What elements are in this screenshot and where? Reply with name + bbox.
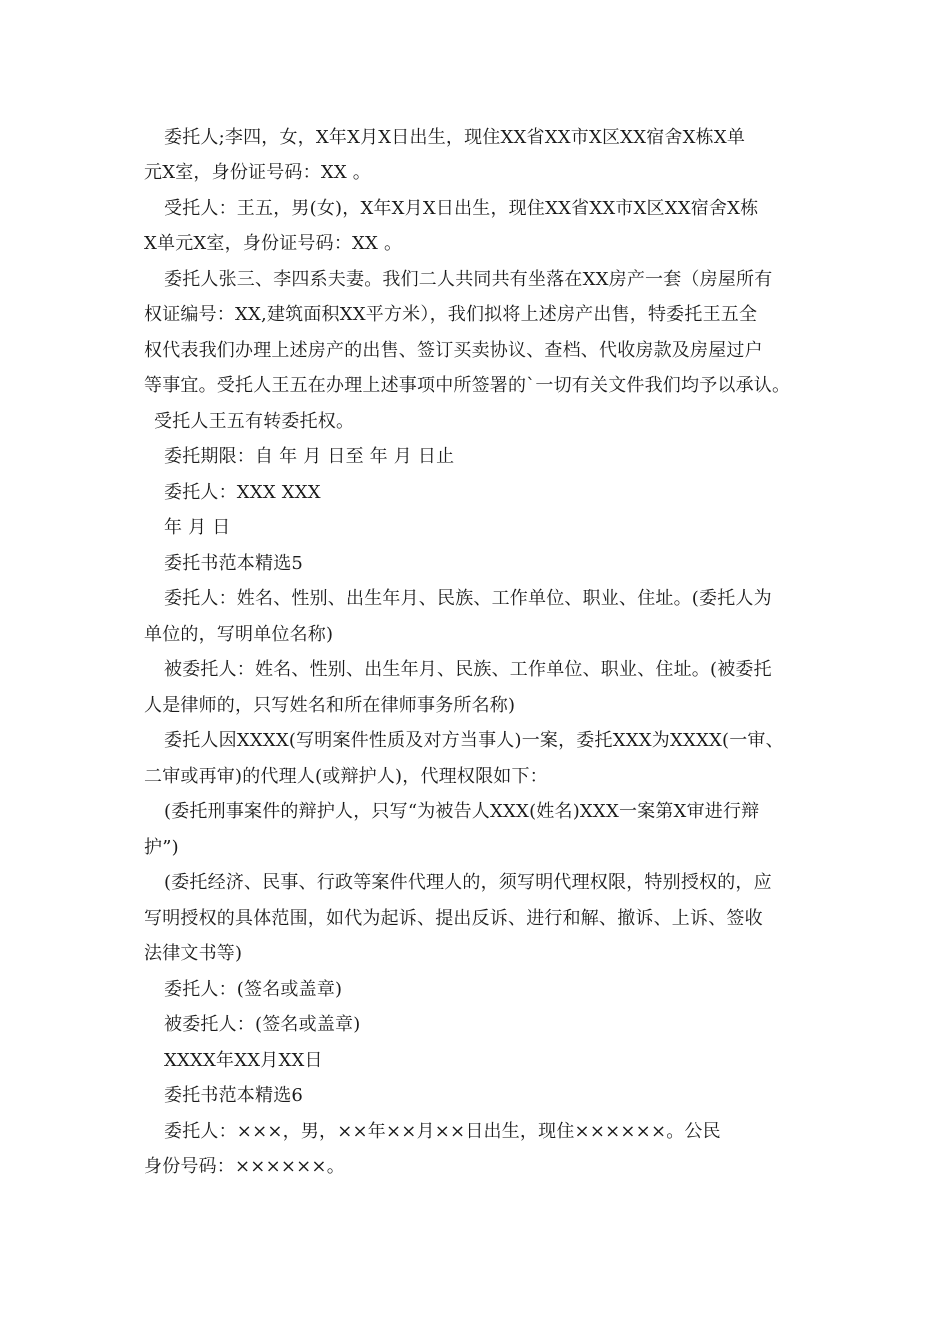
paragraph-line: 委托期限：自 年 月 日至 年 月 日止: [164, 446, 455, 467]
paragraph-line: 权证编号：XX,建筑面积XX平方米），我们拟将上述房产出售，特委托王五全: [144, 304, 758, 325]
paragraph-line: 委托人：姓名、性别、出生年月、民族、工作单位、职业、住址。(委托人为: [164, 588, 772, 609]
paragraph-line: 委托人;李四，女，X年X月X日出生，现住XX省XX市X区XX宿舍X栋X单: [164, 127, 746, 148]
paragraph-line: X单元X室，身份证号码：XX 。: [144, 233, 403, 254]
paragraph-line: 法律文书等): [144, 943, 243, 964]
paragraph-line: 受托人王五有转委托权。: [154, 411, 355, 432]
date-line: XXXX年XX月XX日: [164, 1050, 323, 1071]
signature-line: 被委托人：(签名或盖章): [164, 1014, 361, 1035]
paragraph-line: 委托人：XXX XXX: [164, 482, 321, 503]
signature-line: 委托人：(签名或盖章): [164, 979, 343, 1000]
paragraph-line: 元X室，身份证号码：XX 。: [144, 162, 371, 183]
date-line: 年 月 日: [164, 517, 231, 538]
paragraph-line: 单位的，写明单位名称): [144, 624, 334, 645]
paragraph-line: 等事宜。受托人王五在办理上述事项中所签署的`一切有关文件我们均予以承认。: [144, 375, 791, 396]
paragraph-line: (委托刑事案件的辩护人，只写“为被告人XXX(姓名)XXX一案第X审进行辩: [164, 801, 760, 822]
paragraph-line: 二审或再审)的代理人(或辩护人)，代理权限如下：: [144, 766, 548, 787]
paragraph-line: 人是律师的，只写姓名和所在律师事务所名称): [144, 695, 516, 716]
paragraph-line: 委托人因XXXX(写明案件性质及对方当事人)一案，委托XXX为XXXX(一审、: [164, 730, 784, 751]
paragraph-line: 写明授权的具体范围，如代为起诉、提出反诉、进行和解、撤诉、上诉、签收: [144, 908, 763, 929]
paragraph-line: 委托人：×××，男，××年××月××日出生，现住××××××。公民: [164, 1121, 721, 1142]
paragraph-line: (委托经济、民事、行政等案件代理人的，须写明代理权限，特别授权的，应: [164, 872, 772, 893]
paragraph-line: 受托人：王五，男(女)，X年X月X日出生，现住XX省XX市X区XX宿舍X栋: [164, 198, 759, 219]
paragraph-line: 权代表我们办理上述房产的出售、签订买卖协议、查档、代收房款及房屋过户: [144, 340, 763, 361]
paragraph-line: 委托人张三、李四系夫妻。我们二人共同共有坐落在XX房产一套（房屋所有: [164, 269, 773, 290]
section-heading: 委托书范本精选6: [164, 1085, 304, 1106]
paragraph-line: 被委托人：姓名、性别、出生年月、民族、工作单位、职业、住址。(被委托: [164, 659, 772, 680]
section-heading: 委托书范本精选5: [164, 553, 304, 574]
paragraph-line: 身份号码：××××××。: [144, 1156, 345, 1177]
paragraph-line: 护”): [144, 837, 179, 858]
